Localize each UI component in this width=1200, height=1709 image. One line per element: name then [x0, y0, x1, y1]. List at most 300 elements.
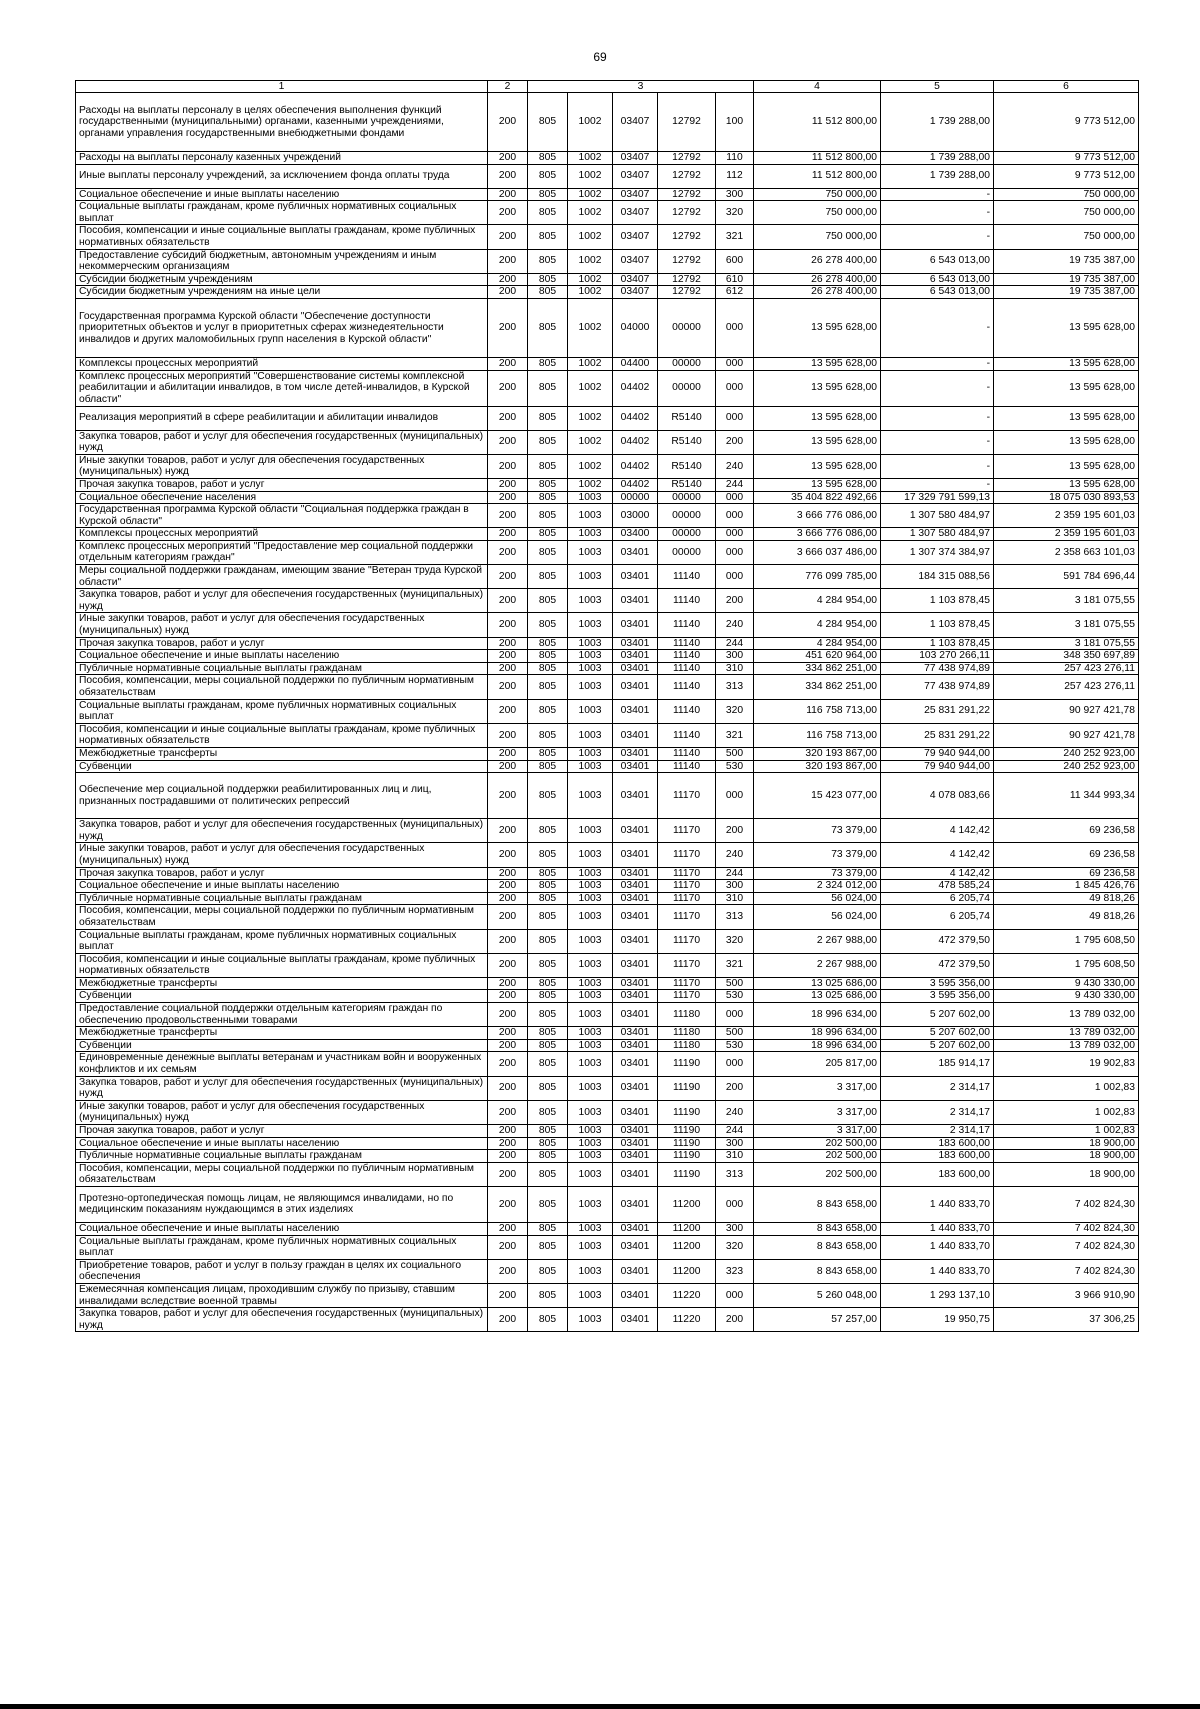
- row-amount-col5: 19 950,75: [881, 1308, 994, 1332]
- row-code-expense-type: 000: [716, 504, 754, 528]
- row-amount-col4: 4 284 954,00: [754, 613, 881, 637]
- row-name: Государственная программа Курской области "Социальная поддержка граждан в Курской области": [76, 504, 488, 528]
- row-amount-col4: 73 379,00: [754, 867, 881, 880]
- row-amount-col5: 4 142,42: [881, 867, 994, 880]
- row-code-expense-type: 313: [716, 1162, 754, 1186]
- row-code-section: 1003: [568, 1150, 613, 1163]
- table-row: [76, 528, 1139, 541]
- row-code-ministry: 805: [528, 1162, 568, 1186]
- row-amount-col5: 2 314,17: [881, 1125, 994, 1138]
- row-code-direction: 00000: [658, 298, 716, 357]
- row-amount-col5: 25 831 291,22: [881, 723, 994, 747]
- row-code-program: 03407: [613, 152, 658, 165]
- row-amount-col5: 1 293 137,10: [881, 1283, 994, 1307]
- row-code-program: 03401: [613, 843, 658, 867]
- row-amount-col5: 17 329 791 599,13: [881, 491, 994, 504]
- row-amount-col5: 1 739 288,00: [881, 164, 994, 188]
- row-amount-col4: 3 666 776 086,00: [754, 504, 881, 528]
- row-code-expense-type: 000: [716, 1283, 754, 1307]
- row-code-expense-type: 530: [716, 760, 754, 773]
- table-row: [76, 699, 1139, 723]
- row-code-ministry: 805: [528, 152, 568, 165]
- row-amount-col5: 6 543 013,00: [881, 273, 994, 286]
- row-name: Социальные выплаты гражданам, кроме публичных нормативных социальных выплат: [76, 929, 488, 953]
- row-amount-col5: 3 595 356,00: [881, 990, 994, 1003]
- table-row: [76, 1052, 1139, 1076]
- table-row: [76, 93, 1139, 152]
- row-name: Субвенции: [76, 990, 488, 1003]
- row-code-direction: 12792: [658, 286, 716, 299]
- table-row: [76, 1039, 1139, 1052]
- row-amount-col4: 13 595 628,00: [754, 370, 881, 406]
- row-code-direction: R5140: [658, 454, 716, 478]
- row-code-expense-type: 200: [716, 1076, 754, 1100]
- row-amount-col4: 116 758 713,00: [754, 699, 881, 723]
- row-amount-col5: 1 440 833,70: [881, 1186, 994, 1222]
- row-amount-col4: 116 758 713,00: [754, 723, 881, 747]
- row-code-program: 03401: [613, 929, 658, 953]
- row-code-expense-type: 240: [716, 613, 754, 637]
- row-code-section: 1002: [568, 225, 613, 249]
- row-code-section: 1003: [568, 1137, 613, 1150]
- row-code-program: 03401: [613, 905, 658, 929]
- row-code-program: 04402: [613, 478, 658, 491]
- row-code-expense-type: 500: [716, 1027, 754, 1040]
- row-code-direction: 11140: [658, 760, 716, 773]
- row-name: Публичные нормативные социальные выплаты гражданам: [76, 1150, 488, 1163]
- row-code-admin: 200: [488, 201, 528, 225]
- table-row: [76, 504, 1139, 528]
- row-amount-col5: 4 142,42: [881, 819, 994, 843]
- row-code-section: 1003: [568, 880, 613, 893]
- table-row: [76, 990, 1139, 1003]
- row-code-program: 03407: [613, 188, 658, 201]
- row-amount-col4: 13 595 628,00: [754, 454, 881, 478]
- row-amount-col6: 13 789 032,00: [994, 1027, 1139, 1040]
- row-code-expense-type: 240: [716, 843, 754, 867]
- header-col-1: 1: [76, 81, 488, 93]
- row-code-direction: 00000: [658, 357, 716, 370]
- row-code-expense-type: 320: [716, 699, 754, 723]
- row-name: Единовременные денежные выплаты ветеранам и участникам войн и вооруженных конфликтов и их семьям: [76, 1052, 488, 1076]
- row-code-admin: 200: [488, 1162, 528, 1186]
- row-code-admin: 200: [488, 1235, 528, 1259]
- row-code-program: 04000: [613, 298, 658, 357]
- row-code-admin: 200: [488, 93, 528, 152]
- row-code-direction: 11180: [658, 1003, 716, 1027]
- row-code-expense-type: 323: [716, 1259, 754, 1283]
- row-amount-col6: 69 236,58: [994, 867, 1139, 880]
- row-code-program: 03401: [613, 977, 658, 990]
- table-row: [76, 1259, 1139, 1283]
- row-code-ministry: 805: [528, 613, 568, 637]
- row-code-direction: 11170: [658, 819, 716, 843]
- table-row: [76, 1235, 1139, 1259]
- row-code-ministry: 805: [528, 1150, 568, 1163]
- row-code-admin: 200: [488, 1003, 528, 1027]
- row-amount-col4: 11 512 800,00: [754, 93, 881, 152]
- table-row: [76, 843, 1139, 867]
- row-code-ministry: 805: [528, 540, 568, 564]
- row-amount-col4: 4 284 954,00: [754, 589, 881, 613]
- row-code-program: 03401: [613, 1162, 658, 1186]
- row-code-section: 1003: [568, 1186, 613, 1222]
- row-code-admin: 200: [488, 540, 528, 564]
- row-name: Социальное обеспечение и иные выплаты населению: [76, 1222, 488, 1235]
- row-amount-col5: -: [881, 201, 994, 225]
- row-code-admin: 200: [488, 478, 528, 491]
- row-code-direction: 11140: [658, 650, 716, 663]
- row-amount-col4: 18 996 634,00: [754, 1027, 881, 1040]
- table-row: [76, 773, 1139, 819]
- row-code-admin: 200: [488, 491, 528, 504]
- row-code-direction: 12792: [658, 249, 716, 273]
- row-code-direction: 11170: [658, 929, 716, 953]
- row-amount-col4: 13 595 628,00: [754, 298, 881, 357]
- row-amount-col6: 13 595 628,00: [994, 370, 1139, 406]
- row-code-direction: 12792: [658, 164, 716, 188]
- row-name: Пособия, компенсации и иные социальные выплаты гражданам, кроме публичных нормативных обязательств: [76, 723, 488, 747]
- table-row: [76, 905, 1139, 929]
- row-code-program: 04402: [613, 454, 658, 478]
- row-code-direction: 11190: [658, 1076, 716, 1100]
- row-amount-col6: 750 000,00: [994, 188, 1139, 201]
- row-code-program: 03401: [613, 1027, 658, 1040]
- row-code-program: 03401: [613, 1308, 658, 1332]
- row-code-direction: R5140: [658, 430, 716, 454]
- row-amount-col5: 6 543 013,00: [881, 286, 994, 299]
- row-amount-col6: 90 927 421,78: [994, 723, 1139, 747]
- row-name: Пособия, компенсации и иные социальные выплаты гражданам, кроме публичных нормативных обязательств: [76, 225, 488, 249]
- row-amount-col6: 18 900,00: [994, 1150, 1139, 1163]
- row-code-ministry: 805: [528, 929, 568, 953]
- row-name: Социальное обеспечение и иные выплаты населению: [76, 1137, 488, 1150]
- row-code-admin: 200: [488, 1100, 528, 1124]
- row-code-ministry: 805: [528, 528, 568, 541]
- row-code-ministry: 805: [528, 662, 568, 675]
- row-code-section: 1003: [568, 1235, 613, 1259]
- header-col-3: 3: [528, 81, 754, 93]
- row-amount-col5: 1 103 878,45: [881, 589, 994, 613]
- row-code-section: 1003: [568, 773, 613, 819]
- row-amount-col6: 9 430 330,00: [994, 990, 1139, 1003]
- table-row: [76, 1186, 1139, 1222]
- row-code-expense-type: 300: [716, 880, 754, 893]
- row-code-direction: R5140: [658, 478, 716, 491]
- row-code-expense-type: 321: [716, 953, 754, 977]
- row-amount-col4: 8 843 658,00: [754, 1186, 881, 1222]
- row-amount-col6: 69 236,58: [994, 819, 1139, 843]
- row-code-admin: 200: [488, 406, 528, 430]
- row-amount-col5: -: [881, 188, 994, 201]
- row-amount-col6: 3 966 910,90: [994, 1283, 1139, 1307]
- row-amount-col4: 56 024,00: [754, 892, 881, 905]
- row-code-ministry: 805: [528, 370, 568, 406]
- row-code-ministry: 805: [528, 357, 568, 370]
- row-code-section: 1002: [568, 188, 613, 201]
- header-col-4: 4: [754, 81, 881, 93]
- row-name: Государственная программа Курской области "Обеспечение доступности приоритетных объектов и услуг в приоритетных сферах жизнедеятельности инвалидов и других маломобильных групп населения в Курской области": [76, 298, 488, 357]
- row-code-direction: 11220: [658, 1283, 716, 1307]
- table-row: [76, 478, 1139, 491]
- row-name: Прочая закупка товаров, работ и услуг: [76, 867, 488, 880]
- row-amount-col4: 3 666 037 486,00: [754, 540, 881, 564]
- row-amount-col4: 13 595 628,00: [754, 478, 881, 491]
- row-code-admin: 200: [488, 953, 528, 977]
- row-code-section: 1002: [568, 478, 613, 491]
- table-row: [76, 819, 1139, 843]
- row-code-section: 1003: [568, 760, 613, 773]
- row-code-section: 1003: [568, 1308, 613, 1332]
- row-name: Публичные нормативные социальные выплаты гражданам: [76, 892, 488, 905]
- row-code-program: 04402: [613, 406, 658, 430]
- row-amount-col5: 79 940 944,00: [881, 747, 994, 760]
- row-code-admin: 200: [488, 164, 528, 188]
- row-code-admin: 200: [488, 504, 528, 528]
- row-code-ministry: 805: [528, 1259, 568, 1283]
- row-code-ministry: 805: [528, 773, 568, 819]
- row-amount-col5: 103 270 266,11: [881, 650, 994, 663]
- table-row: [76, 650, 1139, 663]
- row-amount-col6: 1 795 608,50: [994, 953, 1139, 977]
- row-code-ministry: 805: [528, 977, 568, 990]
- row-code-direction: 00000: [658, 504, 716, 528]
- row-amount-col5: -: [881, 454, 994, 478]
- row-name: Комплекс процессных мероприятий "Совершенствование системы комплексной реабилитации и абилитации инвалидов, в том числе детей-инвалидов, в Курской области": [76, 370, 488, 406]
- row-code-section: 1003: [568, 1222, 613, 1235]
- row-amount-col4: 3 317,00: [754, 1125, 881, 1138]
- row-name: Комплексы процессных мероприятий: [76, 357, 488, 370]
- row-code-admin: 200: [488, 1283, 528, 1307]
- row-code-expense-type: 320: [716, 1235, 754, 1259]
- row-amount-col6: 7 402 824,30: [994, 1186, 1139, 1222]
- row-code-expense-type: 112: [716, 164, 754, 188]
- row-code-program: 03401: [613, 1125, 658, 1138]
- row-code-program: 03401: [613, 819, 658, 843]
- row-code-program: 03401: [613, 1283, 658, 1307]
- row-name: Прочая закупка товаров, работ и услуг: [76, 1125, 488, 1138]
- row-amount-col4: 202 500,00: [754, 1137, 881, 1150]
- row-amount-col6: 240 252 923,00: [994, 760, 1139, 773]
- row-code-admin: 200: [488, 565, 528, 589]
- row-amount-col6: 2 358 663 101,03: [994, 540, 1139, 564]
- row-amount-col5: 77 438 974,89: [881, 662, 994, 675]
- row-name: Закупка товаров, работ и услуг для обеспечения государственных (муниципальных) нужд: [76, 1308, 488, 1332]
- row-amount-col4: 334 862 251,00: [754, 662, 881, 675]
- row-name: Межбюджетные трансферты: [76, 1027, 488, 1040]
- table-row: [76, 1027, 1139, 1040]
- table-row: [76, 880, 1139, 893]
- row-amount-col6: 19 902,83: [994, 1052, 1139, 1076]
- table-row: [76, 225, 1139, 249]
- row-code-admin: 200: [488, 929, 528, 953]
- row-amount-col6: 591 784 696,44: [994, 565, 1139, 589]
- row-name: Реализация мероприятий в сфере реабилитации и абилитации инвалидов: [76, 406, 488, 430]
- row-code-admin: 200: [488, 1259, 528, 1283]
- row-amount-col4: 2 267 988,00: [754, 953, 881, 977]
- row-name: Расходы на выплаты персоналу казенных учреждений: [76, 152, 488, 165]
- row-amount-col6: 13 595 628,00: [994, 406, 1139, 430]
- row-code-expense-type: 313: [716, 675, 754, 699]
- table-row: [76, 454, 1139, 478]
- row-code-admin: 200: [488, 1137, 528, 1150]
- row-name: Социальное обеспечение населения: [76, 491, 488, 504]
- row-amount-col4: 202 500,00: [754, 1150, 881, 1163]
- row-name: Закупка товаров, работ и услуг для обеспечения государственных (муниципальных) нужд: [76, 589, 488, 613]
- row-amount-col4: 750 000,00: [754, 201, 881, 225]
- table-row: [76, 188, 1139, 201]
- row-amount-col6: 257 423 276,11: [994, 675, 1139, 699]
- row-code-admin: 200: [488, 152, 528, 165]
- row-code-direction: 12792: [658, 201, 716, 225]
- row-amount-col5: 4 142,42: [881, 843, 994, 867]
- row-code-admin: 200: [488, 1308, 528, 1332]
- row-code-expense-type: 200: [716, 819, 754, 843]
- row-amount-col5: -: [881, 430, 994, 454]
- row-code-section: 1003: [568, 1039, 613, 1052]
- row-code-expense-type: 300: [716, 188, 754, 201]
- row-amount-col5: 6 205,74: [881, 905, 994, 929]
- row-code-ministry: 805: [528, 504, 568, 528]
- table-row: [76, 491, 1139, 504]
- table-row: [76, 589, 1139, 613]
- row-code-ministry: 805: [528, 1125, 568, 1138]
- row-code-admin: 200: [488, 977, 528, 990]
- row-name: Пособия, компенсации, меры социальной поддержки по публичным нормативным обязательствам: [76, 905, 488, 929]
- row-code-direction: 11170: [658, 977, 716, 990]
- row-code-program: 03401: [613, 637, 658, 650]
- row-amount-col6: 9 773 512,00: [994, 93, 1139, 152]
- row-code-section: 1003: [568, 723, 613, 747]
- row-code-program: 03401: [613, 589, 658, 613]
- row-name: Меры социальной поддержки гражданам, имеющим звание "Ветеран труда Курской области": [76, 565, 488, 589]
- row-code-ministry: 805: [528, 699, 568, 723]
- row-name: Публичные нормативные социальные выплаты гражданам: [76, 662, 488, 675]
- row-code-section: 1003: [568, 491, 613, 504]
- row-code-program: 03407: [613, 273, 658, 286]
- row-code-ministry: 805: [528, 1100, 568, 1124]
- row-code-expense-type: 000: [716, 491, 754, 504]
- row-code-admin: 200: [488, 1186, 528, 1222]
- row-amount-col4: 26 278 400,00: [754, 273, 881, 286]
- table-row: [76, 1308, 1139, 1332]
- row-amount-col5: -: [881, 298, 994, 357]
- row-code-ministry: 805: [528, 478, 568, 491]
- row-code-direction: 11140: [658, 637, 716, 650]
- row-amount-col6: 348 350 697,89: [994, 650, 1139, 663]
- table-row: [76, 370, 1139, 406]
- row-code-ministry: 805: [528, 675, 568, 699]
- row-code-expense-type: 240: [716, 454, 754, 478]
- row-code-direction: 00000: [658, 540, 716, 564]
- row-amount-col6: 240 252 923,00: [994, 747, 1139, 760]
- row-amount-col5: 1 739 288,00: [881, 152, 994, 165]
- row-amount-col4: 776 099 785,00: [754, 565, 881, 589]
- row-code-program: 03401: [613, 1150, 658, 1163]
- row-code-expense-type: 000: [716, 773, 754, 819]
- row-name: Иные закупки товаров, работ и услуг для обеспечения государственных (муниципальных) нужд: [76, 843, 488, 867]
- row-code-direction: 11190: [658, 1100, 716, 1124]
- row-amount-col5: 77 438 974,89: [881, 675, 994, 699]
- row-name: Пособия, компенсации, меры социальной поддержки по публичным нормативным обязательствам: [76, 1162, 488, 1186]
- row-code-expense-type: 500: [716, 977, 754, 990]
- row-code-ministry: 805: [528, 1003, 568, 1027]
- row-code-direction: 11190: [658, 1137, 716, 1150]
- row-code-direction: 11140: [658, 565, 716, 589]
- row-amount-col5: 183 600,00: [881, 1162, 994, 1186]
- row-code-expense-type: 240: [716, 1100, 754, 1124]
- row-code-admin: 200: [488, 188, 528, 201]
- row-code-program: 03407: [613, 249, 658, 273]
- row-code-direction: 11140: [658, 699, 716, 723]
- row-code-ministry: 805: [528, 760, 568, 773]
- row-code-direction: 11180: [658, 1039, 716, 1052]
- row-code-program: 03401: [613, 747, 658, 760]
- row-code-expense-type: 244: [716, 478, 754, 491]
- row-code-section: 1003: [568, 589, 613, 613]
- table-row: [76, 406, 1139, 430]
- row-amount-col6: 13 595 628,00: [994, 298, 1139, 357]
- row-code-ministry: 805: [528, 1137, 568, 1150]
- table-row: [76, 1137, 1139, 1150]
- row-code-expense-type: 000: [716, 565, 754, 589]
- row-amount-col6: 1 002,83: [994, 1125, 1139, 1138]
- row-name: Социальные выплаты гражданам, кроме публичных нормативных социальных выплат: [76, 699, 488, 723]
- row-name: Комплексы процессных мероприятий: [76, 528, 488, 541]
- row-amount-col5: 6 543 013,00: [881, 249, 994, 273]
- row-amount-col4: 11 512 800,00: [754, 152, 881, 165]
- row-code-section: 1003: [568, 747, 613, 760]
- row-code-program: 03401: [613, 867, 658, 880]
- row-code-section: 1002: [568, 454, 613, 478]
- row-name: Субсидии бюджетным учреждениям: [76, 273, 488, 286]
- row-code-section: 1003: [568, 699, 613, 723]
- row-code-direction: 11170: [658, 773, 716, 819]
- row-code-program: 03407: [613, 164, 658, 188]
- row-amount-col5: 183 600,00: [881, 1137, 994, 1150]
- row-code-program: 04402: [613, 430, 658, 454]
- row-code-ministry: 805: [528, 843, 568, 867]
- row-code-ministry: 805: [528, 1027, 568, 1040]
- row-code-admin: 200: [488, 430, 528, 454]
- row-code-program: 03401: [613, 1052, 658, 1076]
- row-code-admin: 200: [488, 760, 528, 773]
- row-code-direction: 11170: [658, 990, 716, 1003]
- row-code-ministry: 805: [528, 589, 568, 613]
- row-code-expense-type: 500: [716, 747, 754, 760]
- row-name: Закупка товаров, работ и услуг для обеспечения государственных (муниципальных) нужд: [76, 430, 488, 454]
- row-code-section: 1002: [568, 286, 613, 299]
- row-name: Иные закупки товаров, работ и услуг для обеспечения государственных (муниципальных) нужд: [76, 454, 488, 478]
- row-code-admin: 200: [488, 990, 528, 1003]
- row-code-ministry: 805: [528, 723, 568, 747]
- row-code-program: 04400: [613, 357, 658, 370]
- row-code-section: 1003: [568, 613, 613, 637]
- row-amount-col6: 19 735 387,00: [994, 273, 1139, 286]
- row-code-expense-type: 300: [716, 1222, 754, 1235]
- row-code-expense-type: 530: [716, 1039, 754, 1052]
- row-amount-col6: 9 773 512,00: [994, 152, 1139, 165]
- row-code-ministry: 805: [528, 1222, 568, 1235]
- row-code-section: 1003: [568, 565, 613, 589]
- row-name: Ежемесячная компенсация лицам, проходившим службу по призыву, ставшим инвалидами вследствие военной травмы: [76, 1283, 488, 1307]
- row-code-admin: 200: [488, 225, 528, 249]
- row-code-admin: 200: [488, 370, 528, 406]
- table-row: [76, 892, 1139, 905]
- row-name: Предоставление социальной поддержки отдельным категориям граждан по обеспечению продовольственными товарами: [76, 1003, 488, 1027]
- row-amount-col5: 2 314,17: [881, 1076, 994, 1100]
- row-code-section: 1003: [568, 1076, 613, 1100]
